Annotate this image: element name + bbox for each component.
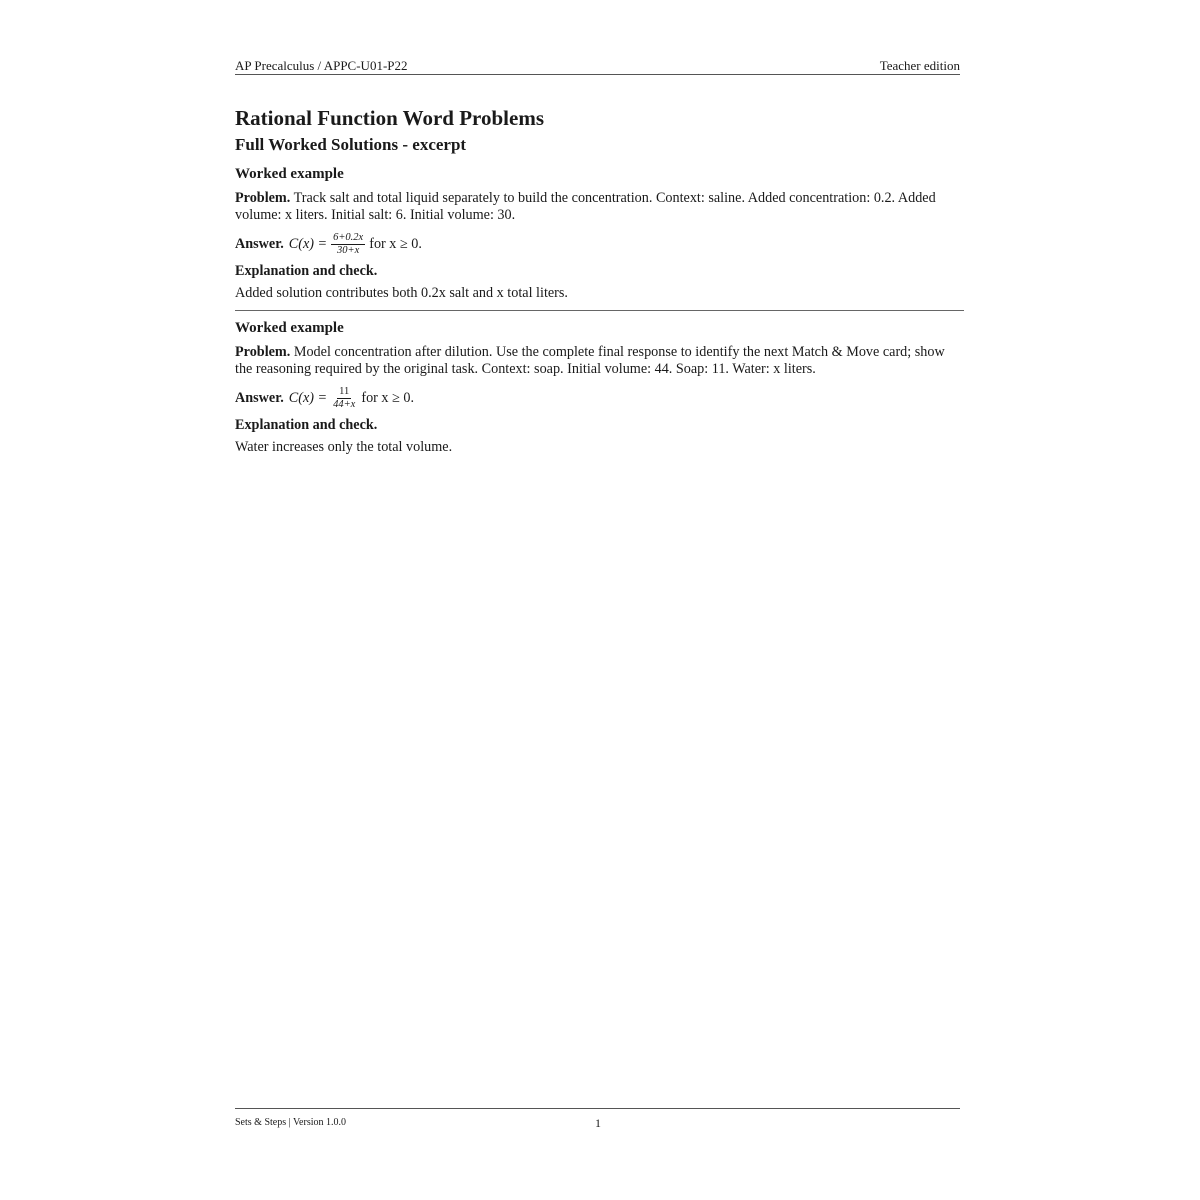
answer-fraction	[331, 232, 365, 257]
answer-line	[235, 232, 965, 256]
header-course: AP Precalculus / APPC-U01-P22	[235, 58, 408, 73]
page-header	[235, 57, 960, 75]
explanation-text: Water increases only the total volume.	[235, 439, 453, 455]
answer-fraction	[331, 386, 357, 411]
answer-line	[235, 386, 965, 410]
main-content	[235, 104, 965, 456]
example-heading: Worked example	[235, 320, 344, 336]
problem-statement	[235, 344, 965, 378]
answer-label: Answer.	[235, 389, 284, 406]
problem-text: Track salt and total liquid separately to build the concentration. Context: saline. Added concentration: 0.2. Added volume: x liters. Initial salt: 6. Initial volume: 30.	[235, 190, 936, 223]
example-heading: Worked example	[235, 166, 344, 182]
fraction-numerator: 11	[339, 385, 350, 397]
page-number: 1	[595, 1116, 601, 1130]
explanation-text: Added solution contributes both 0.2x salt and x total liters.	[235, 285, 568, 301]
answer-lhs: C(x) =	[288, 235, 328, 252]
fraction-denominator: 30+x	[337, 244, 360, 256]
page-subtitle: Full Worked Solutions - excerpt	[235, 135, 467, 154]
explanation-heading: Explanation and check.	[235, 417, 378, 433]
answer-label: Answer.	[235, 235, 284, 252]
explanation-heading: Explanation and check.	[235, 263, 378, 279]
page-footer	[235, 1108, 960, 1130]
worked-example	[235, 164, 965, 302]
problem-statement	[235, 190, 965, 224]
section-divider	[235, 310, 964, 311]
problem-text: Model concentration after dilution. Use the complete final response to identify the next Match & Move card; show the reasoning required by the original task. Context: soap. Initial volume: 44. Soap: 11. Water: x liters.	[235, 344, 945, 377]
problem-label: Problem.	[235, 344, 291, 360]
problem-label: Problem.	[235, 190, 291, 206]
page-title: Rational Function Word Problems	[235, 106, 545, 130]
footer-version: Sets & Steps | Version 1.0.0	[235, 1117, 346, 1128]
fraction-denominator: 44+x	[333, 398, 356, 410]
answer-domain: for x ≥ 0.	[361, 389, 415, 406]
fraction-numerator: 6+0.2x	[333, 231, 364, 243]
answer-domain: for x ≥ 0.	[369, 235, 422, 252]
answer-lhs: C(x) =	[288, 389, 328, 406]
worked-example	[235, 318, 965, 456]
header-edition: Teacher edition	[879, 58, 960, 73]
